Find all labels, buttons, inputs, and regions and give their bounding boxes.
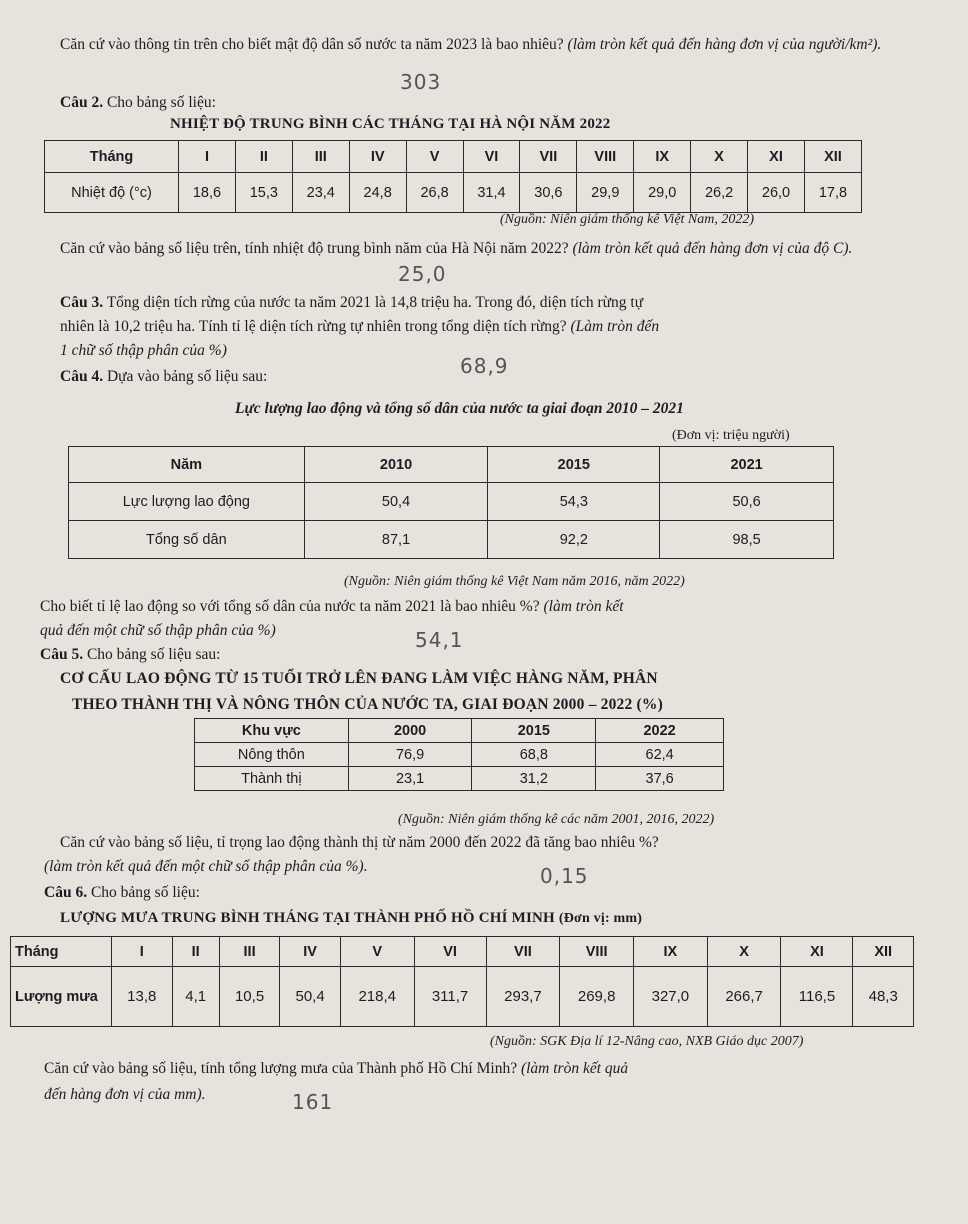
q3-line1: [60, 292, 643, 314]
table-cell: 50,4: [304, 483, 488, 521]
table-cell: X: [707, 937, 781, 967]
q4-question: [40, 596, 624, 618]
q4-note1: (làm tròn kết: [543, 598, 624, 615]
q2-intro: [60, 92, 216, 114]
q4-intro-text: Dựa vào bảng số liệu sau:: [106, 368, 268, 385]
table-cell: 13,8: [112, 967, 173, 1027]
table-cell: 37,6: [596, 767, 724, 791]
table-row: [69, 483, 834, 521]
q3-text1: Tổng diện tích rừng của nước ta năm 2021 là 14,8 triệu ha. Trong đó, diện tích rừng tự: [106, 294, 644, 311]
q6-question: [44, 1058, 628, 1080]
table-cell: 311,7: [414, 967, 486, 1027]
table-cell: 2000: [348, 719, 472, 743]
q5-handwritten-answer: 0,15: [540, 864, 589, 888]
row-label-month: Tháng: [11, 937, 112, 967]
q2-note-prefix: (làm tròn kết quả đến hàng đơn vị của độ C).: [572, 240, 853, 257]
q3-note2: 1 chữ số thập phân của %): [60, 342, 227, 359]
table-cell: V: [406, 141, 463, 173]
table-cell: 218,4: [340, 967, 414, 1027]
table-cell: 15,3: [235, 173, 292, 213]
q2-intro-text: Cho bảng số liệu:: [106, 94, 216, 111]
table-cell: 50,4: [280, 967, 341, 1027]
table-cell: Khu vực: [195, 719, 349, 743]
table-cell: 30,6: [520, 173, 577, 213]
table-cell: 26,8: [406, 173, 463, 213]
table-cell: VII: [520, 141, 577, 173]
table-cell: 62,4: [596, 743, 724, 767]
labor-population-table: [68, 446, 834, 559]
q2-table-title: NHIỆT ĐỘ TRUNG BÌNH CÁC THÁNG TẠI HÀ NỘI NĂM 2022: [170, 116, 611, 132]
table-cell: VII: [486, 937, 560, 967]
table-cell: 2010: [304, 447, 488, 483]
table-cell: Lực lượng lao động: [69, 483, 305, 521]
table-cell: Năm: [69, 447, 305, 483]
table-cell: 17,8: [804, 173, 861, 213]
table-cell: 2015: [488, 447, 660, 483]
q6-title: LƯỢNG MƯA TRUNG BÌNH THÁNG TẠI THÀNH PHỐ HỒ CHÍ MINH: [60, 910, 555, 926]
row-label-temperature: Nhiệt độ (°c): [45, 173, 179, 213]
table-row: [45, 173, 862, 213]
q6-table-title: [60, 910, 642, 927]
q6-note2: đến hàng đơn vị của mm).: [44, 1086, 206, 1103]
table-cell: 18,6: [179, 173, 236, 213]
table-cell: 29,9: [577, 173, 634, 213]
table-cell: 54,3: [488, 483, 660, 521]
table-row: [11, 937, 914, 967]
q5-question: Căn cứ vào bảng số liệu, tỉ trọng lao động thành thị từ năm 2000 đến 2022 đã tăng bao nhiêu %?: [60, 834, 659, 851]
q6-intro: [44, 882, 200, 904]
table-cell: IX: [634, 141, 691, 173]
table-cell: 26,0: [748, 173, 805, 213]
q5-note: (làm tròn kết quả đến một chữ số thập phân của %).: [44, 858, 368, 875]
q5-intro: [40, 644, 220, 666]
table-cell: Nông thôn: [195, 743, 349, 767]
q6-handwritten-answer: 161: [292, 1090, 334, 1114]
table-cell: 293,7: [486, 967, 560, 1027]
table-cell: I: [179, 141, 236, 173]
q6-unit: (Đơn vị: mm): [558, 911, 643, 926]
table-cell: XI: [748, 141, 805, 173]
table-row: [195, 743, 724, 767]
q5-source: (Nguồn: Niên giám thống kê các năm 2001, 2016, 2022): [398, 812, 715, 827]
table-cell: 98,5: [660, 521, 834, 559]
table-cell: 2021: [660, 447, 834, 483]
table-header-row: [195, 719, 724, 743]
q4-table-title: Lực lượng lao động và tổng số dân của nước ta giai đoạn 2010 – 2021: [235, 400, 684, 417]
table-cell: IV: [349, 141, 406, 173]
q5-title2a: THEO THÀNH THỊ VÀ NÔNG THÔN CỦA NƯỚC TA, GIAI ĐOẠN: [72, 696, 549, 713]
table-cell: 92,2: [488, 521, 660, 559]
table-cell: III: [292, 141, 349, 173]
q5-intro-text: Cho bảng số liệu sau:: [86, 646, 221, 663]
table-cell: 269,8: [560, 967, 634, 1027]
table-cell: VIII: [577, 141, 634, 173]
table-row: [11, 967, 914, 1027]
q4-note2: quả đến một chữ số thập phân của %): [40, 622, 276, 639]
q6-intro-text: Cho bảng số liệu:: [90, 884, 200, 901]
q1-question: Căn cứ vào thông tin trên cho biết mật độ dân số nước ta năm 2023 là bao nhiêu?: [60, 36, 564, 53]
hcmc-rainfall-table: [10, 936, 914, 1027]
hanoi-temperature-table: [44, 140, 862, 213]
table-cell: XII: [804, 141, 861, 173]
table-cell: 26,2: [691, 173, 748, 213]
q3-text2: nhiên là 10,2 triệu ha. Tính tỉ lệ diện tích rừng tự nhiên trong tổng diện tích rừng?: [60, 318, 567, 335]
q5-table-title-line1: CƠ CẤU LAO ĐỘNG TỪ 15 TUỔI TRỞ LÊN ĐANG LÀM VIỆC HÀNG NĂM, PHÂN: [60, 670, 658, 687]
table-cell: 68,8: [472, 743, 596, 767]
q3-label: Câu 3.: [60, 294, 104, 311]
table-cell: VI: [414, 937, 486, 967]
table-cell: Tổng số dân: [69, 521, 305, 559]
table-cell: 4,1: [172, 967, 219, 1027]
table-cell: 31,4: [463, 173, 520, 213]
table-cell: 116,5: [781, 967, 853, 1027]
table-cell: 266,7: [707, 967, 781, 1027]
table-cell: 2022: [596, 719, 724, 743]
table-cell: VIII: [560, 937, 634, 967]
q1-text: [60, 34, 940, 56]
row-label-month: Tháng: [45, 141, 179, 173]
q4-label: Câu 4.: [60, 368, 104, 385]
table-cell: 76,9: [348, 743, 472, 767]
table-cell: 31,2: [472, 767, 596, 791]
q4-question-text: Cho biết tỉ lệ lao động so với tổng số dân của nước ta năm 2021 là bao nhiêu %?: [40, 598, 540, 615]
q5-label: Câu 5.: [40, 646, 84, 663]
q2-label: Câu 2.: [60, 94, 104, 111]
table-cell: 327,0: [634, 967, 708, 1027]
table-row: [69, 521, 834, 559]
table-cell: 23,1: [348, 767, 472, 791]
row-label-rainfall: Lượng mưa: [11, 967, 112, 1027]
q6-source: (Nguồn: SGK Địa lí 12-Nâng cao, NXB Giáo dục 2007): [490, 1034, 804, 1049]
table-cell: II: [172, 937, 219, 967]
labor-structure-table: [194, 718, 724, 791]
table-cell: 24,8: [349, 173, 406, 213]
table-header-row: [69, 447, 834, 483]
q4-unit: (Đơn vị: triệu người): [672, 428, 790, 443]
q2-question-text: Căn cứ vào bảng số liệu trên, tính nhiệt độ trung bình năm của Hà Nội năm 2022?: [60, 240, 569, 257]
q5-title2b: 2000 – 2022 (%): [552, 696, 663, 713]
q4-intro: [60, 366, 267, 388]
table-cell: III: [219, 937, 280, 967]
table-cell: IX: [634, 937, 708, 967]
table-row: [195, 767, 724, 791]
table-cell: 29,0: [634, 173, 691, 213]
q4-source: (Nguồn: Niên giám thống kê Việt Nam năm 2016, năm 2022): [344, 574, 685, 589]
table-row: [45, 141, 862, 173]
q5-table-title-line2: [72, 696, 663, 714]
table-cell: 48,3: [853, 967, 914, 1027]
table-cell: X: [691, 141, 748, 173]
table-cell: VI: [463, 141, 520, 173]
q2-handwritten-answer: 25,0: [398, 262, 447, 286]
table-cell: 23,4: [292, 173, 349, 213]
q6-label: Câu 6.: [44, 884, 88, 901]
q1-handwritten-answer: 303: [400, 70, 442, 94]
table-cell: 2015: [472, 719, 596, 743]
table-cell: V: [340, 937, 414, 967]
q3-line2: [60, 316, 659, 338]
q3-handwritten-answer: 68,9: [460, 354, 509, 378]
table-cell: 50,6: [660, 483, 834, 521]
table-cell: Thành thị: [195, 767, 349, 791]
q6-question-text: Căn cứ vào bảng số liệu, tính tổng lượng mưa của Thành phố Hồ Chí Minh?: [44, 1060, 518, 1077]
table-cell: XII: [853, 937, 914, 967]
q2-source: (Nguồn: Niên giám thống kê Việt Nam, 2022): [500, 212, 755, 227]
q3-note1: (Làm tròn đến: [570, 318, 660, 335]
table-cell: IV: [280, 937, 341, 967]
table-cell: XI: [781, 937, 853, 967]
q6-note1: (làm tròn kết quả: [520, 1060, 629, 1077]
table-cell: I: [112, 937, 173, 967]
q1-note: (làm tròn kết quả đến hàng đơn vị của người/km²).: [567, 36, 882, 53]
table-cell: 10,5: [219, 967, 280, 1027]
table-cell: 87,1: [304, 521, 488, 559]
table-cell: II: [235, 141, 292, 173]
q2-question: [60, 238, 852, 260]
q4-handwritten-answer: 54,1: [415, 628, 464, 652]
